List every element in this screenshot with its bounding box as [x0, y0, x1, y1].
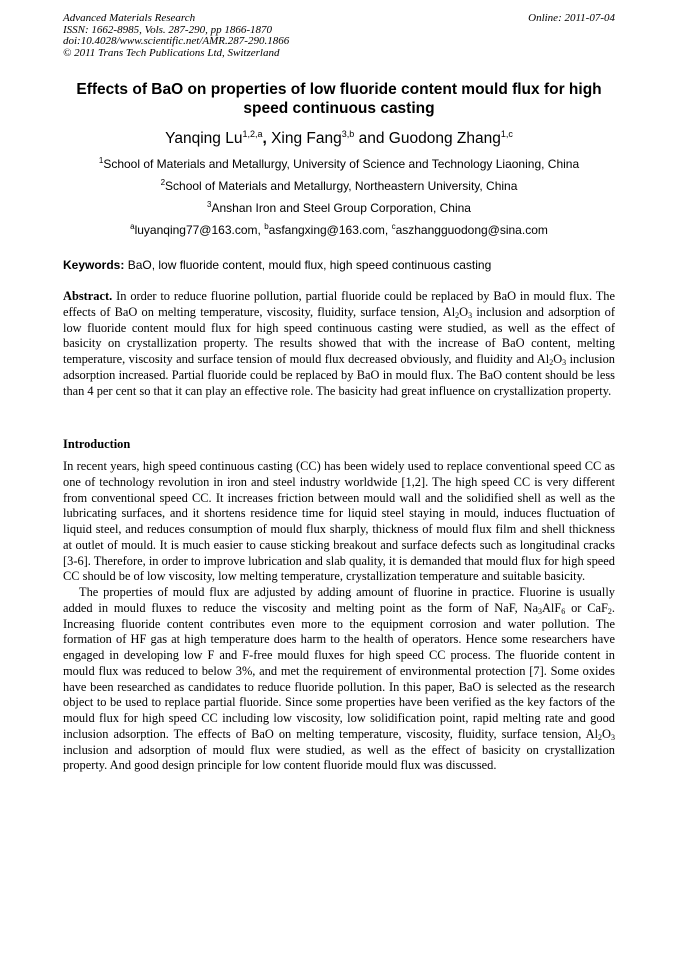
keywords-label: Keywords: [63, 258, 125, 272]
title-line-2: speed continuous casting [243, 100, 435, 117]
intro-sub-2a: 2 [607, 606, 612, 616]
intro-sub-3b: 3 [611, 732, 615, 742]
intro-p2-text-b: AlF [541, 600, 562, 615]
intro-sub-3: 3 [537, 606, 542, 616]
email-a-sup: a [130, 222, 135, 231]
journal-name: Advanced Materials Research [63, 12, 196, 24]
online-date: Online: 2011-07-04 [528, 12, 615, 24]
author-list [63, 129, 615, 149]
abstract-sub-3b: 3 [562, 358, 567, 367]
email-c-sup: c [391, 222, 396, 231]
abstract-text-1: In order to reduce fluorine pollution, partial fluoride could be replaced by BaO in mould flux. The effects of BaO on melting temperature, viscosity, fluidity, surface tension, Al [63, 289, 615, 319]
author-2-sup: 3,b [341, 129, 355, 139]
abstract-sub-2a: 2 [455, 310, 460, 320]
affiliation-3-text: Anshan Iron and Steel Group Corporation, China [211, 201, 471, 215]
email-c[interactable]: aszhangguodong@sina.com [395, 223, 548, 237]
intro-sub-6: 6 [561, 606, 566, 616]
author-comma: , [262, 130, 267, 147]
author-2: Xing Fang [271, 130, 342, 147]
abstract-text-4: O [553, 352, 563, 366]
affiliation-1-sup: 1 [98, 156, 104, 165]
abstract-sub-3a: 3 [468, 310, 473, 320]
email-a[interactable]: luyanqing77@163.com, [134, 223, 261, 237]
intro-paragraph-1: In recent years, high speed continuous casting (CC) has been widely used to replace conventional speed CC as one of technology revolution in iron and steel industry worldwide [1,2]. The high speed CC is very different from conventional speed CC. It increases friction between mould wall and the solidified shell as well as the lubricating surfaces, and it shortens residence time for liquid steel staying in mould, induces fluctuation of liquid steel, and reduces consumption of mould flux sharply, thickness of mould flux film and shell thickness at outlet of mould. It is much easier to cause sticking breakout and surface defects such as longitudinal cracks [3-6]. Therefore, in order to improve lubrication and slab quality, it is demanded that mould flux for high speed CC should be of low viscosity, low melting temperature, crystallization temperature and suitable basicity. [63, 459, 615, 584]
affiliation-2-text: School of Materials and Metallurgy, Northeastern University, China [165, 179, 518, 193]
email-b-sup: b [264, 222, 269, 231]
affiliation-2 [63, 179, 615, 194]
keywords [63, 258, 615, 273]
journal-header [63, 13, 615, 59]
author-1-sup: 1,2,a [242, 129, 263, 139]
keywords-text: BaO, low fluoride content, mould flux, high speed continuous casting [127, 258, 492, 272]
abstract [63, 289, 615, 399]
affiliation-3-sup: 3 [207, 200, 212, 209]
affiliation-1 [63, 157, 615, 172]
copyright-line: © 2011 Trans Tech Publications Ltd, Switzerland [63, 46, 280, 59]
introduction-body [63, 459, 615, 774]
intro-p2-text-a: The properties of mould flux are adjusted by adding amount of fluorine in practice. Fluorine is usually added in mould fluxes to reduce the viscosity and melting point as the form of NaF, Na [63, 585, 615, 615]
intro-p2-text-f: inclusion and adsorption of mould flux were studied, as well as the effect of basicity on crystallization property. And good design principle for low content fluoride mould flux was discussed. [63, 742, 615, 773]
email-line [63, 223, 615, 238]
intro-paragraph-2 [63, 585, 615, 774]
section-heading-introduction: Introduction [63, 437, 131, 451]
email-b[interactable]: asfangxing@163.com, [268, 223, 389, 237]
doi-line[interactable]: doi:10.4028/www.scientific.net/AMR.287-290.1866 [63, 35, 290, 47]
intro-p2-text-e: O [602, 726, 611, 741]
affiliation-2-sup: 2 [160, 178, 166, 187]
author-and: and [358, 130, 385, 147]
intro-sub-2b: 2 [598, 732, 603, 742]
author-3: Guodong Zhang [388, 130, 501, 147]
abstract-sub-2b: 2 [549, 358, 554, 367]
affiliation-3 [63, 201, 615, 216]
paper-title [63, 80, 615, 118]
issn-line: ISSN: 1662-8985, Vols. 287-290, pp 1866-1870 [63, 23, 272, 36]
author-3-sup: 1,c [500, 129, 513, 139]
abstract-text-3: inclusion and adsorption of low fluoride content mould flux for high speed continuous casting were studied, as well as the effect of basicity on crystallization property. The results showed that with the increase of BaO content, melting temperature, viscosity and surface tension of mould flux decreased obviously, and fluidity and Al [63, 304, 615, 366]
abstract-text-2: O [459, 304, 469, 319]
title-line-1: Effects of BaO on properties of low fluoride content mould flux for high [76, 81, 602, 98]
abstract-label: Abstract. [63, 289, 113, 303]
affiliation-1-text: School of Materials and Metallurgy, University of Science and Technology Liaoning, China [103, 157, 580, 171]
abstract-text-5: inclusion adsorption increased. Partial fluoride could be replaced by BaO in mould flux. The BaO content should be less than 4 per cent so that it can play an effective role. The basicity had great influence on crystallization property. [63, 352, 615, 398]
author-1: Yanqing Lu [165, 130, 243, 147]
intro-p2-text-d: . Increasing fluoride content contributes even more to the equipment corrosion and water pollution. The formation of HF gas at high temperature does harm to the health of operators. Hence some researchers have engaged in developing low F and F-free mould fluxes for high speed CC process. The fluoride content in mould flux was reduced to below 3%, and met the requirement of environmental protection [7]. Some oxides have been researched as candidates to reduce fluoride pollution. In this paper, BaO is selected as the research object to be used to replace partial fluoride. Since some properties have been verified as the key factors of the mould flux for high speed CC including low viscosity, low solidification point, rapid melting rate and good inclusion adsorption. The effects of BaO on melting temperature, viscosity, fluidity, surface tension, Al [63, 600, 615, 741]
intro-p2-text-c: or CaF [565, 600, 608, 615]
